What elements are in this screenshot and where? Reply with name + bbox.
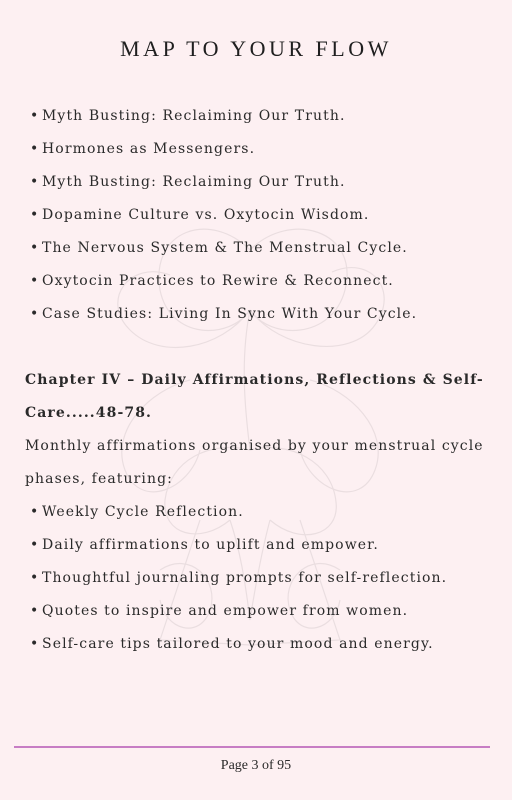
list-item-text: Thoughtful journaling prompts for self-reflection. [42,570,448,586]
list-item [30,265,417,298]
bullet: • [30,306,40,322]
chapter-description: Monthly affirmations organised by your menstrual cycle phases, featuring: [25,438,484,487]
list-item-text: The Nervous System & The Menstrual Cycle. [42,240,408,256]
bullet: • [30,207,40,223]
list-item [30,133,417,166]
list-item [30,166,417,199]
list-item [30,628,447,661]
list-item-text: Oxytocin Practices to Rewire & Reconnect. [42,273,394,289]
list-item-text: Weekly Cycle Reflection. [42,504,244,520]
list-item-text: Hormones as Messengers. [42,141,256,157]
list-item-text: Myth Busting: Reclaiming Our Truth. [42,108,346,124]
list-item [30,199,417,232]
bullet: • [30,240,40,256]
bullet: • [30,273,40,289]
bullet: • [30,537,40,553]
list-item-text: Dopamine Culture vs. Oxytocin Wisdom. [42,207,370,223]
list-item-text: Case Studies: Living In Sync With Your Cycle. [42,306,418,322]
chapter-heading: Chapter IV – Daily Affirmations, Reflections & Self-Care.....48-78. [25,372,484,421]
list-item-text: Self-care tips tailored to your mood and energy. [42,636,434,652]
list-item [30,298,417,331]
bullet: • [30,141,40,157]
chapter-feature-list [30,496,447,661]
page-number: Page 3 of 95 [220,758,292,773]
bullet: • [30,504,40,520]
list-item [30,100,417,133]
bullet: • [30,636,40,652]
list-item [30,595,447,628]
list-item-text: Daily affirmations to uplift and empower. [42,537,379,553]
bullet: • [30,174,40,190]
footer-divider [14,746,490,748]
list-item-text: Myth Busting: Reclaiming Our Truth. [42,174,346,190]
bullet: • [30,570,40,586]
list-item [30,562,447,595]
list-item [30,529,447,562]
list-item [30,232,417,265]
list-item-text: Quotes to inspire and empower from women. [42,603,409,619]
list-item [30,496,447,529]
bullet: • [30,108,40,124]
page-title: MAP TO YOUR FLOW [120,36,392,61]
bullet: • [30,603,40,619]
section-list [30,100,417,331]
